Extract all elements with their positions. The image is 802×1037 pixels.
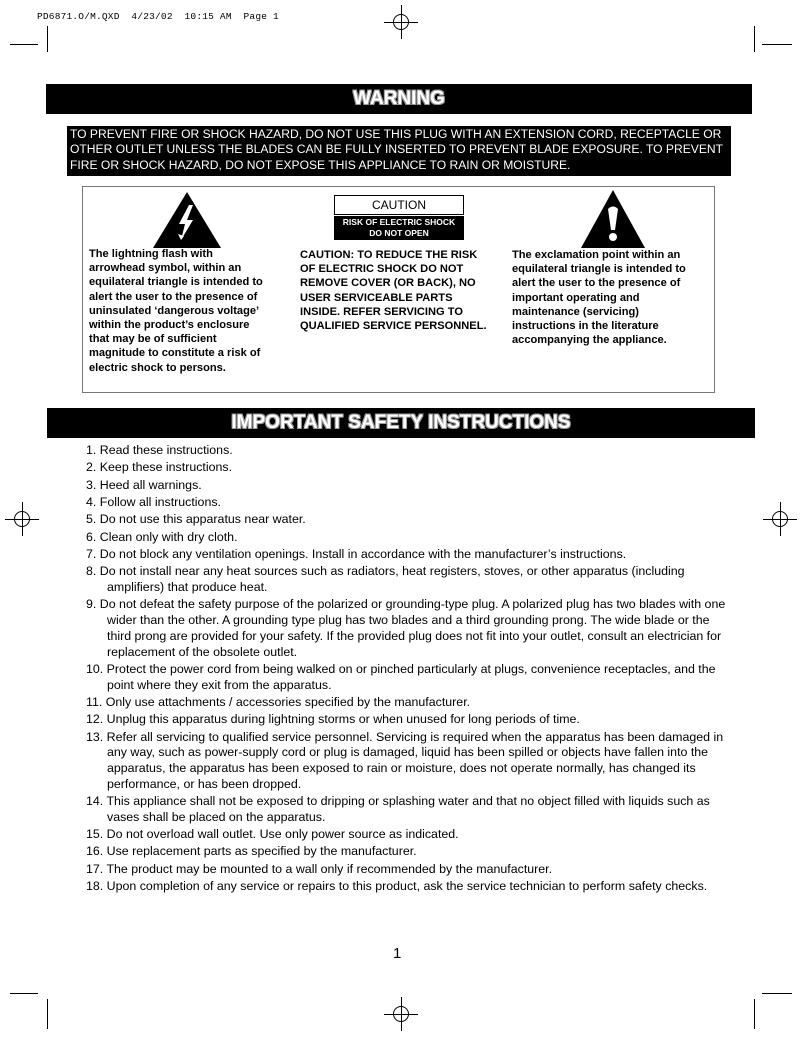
risk-line-2: DO NOT OPEN — [369, 228, 429, 238]
crop-mark — [47, 999, 48, 1029]
list-item: 8. Do not install near any heat sources such as radiators, heat registers, stoves, or other apparatus (including amplifiers) that produce heat. — [86, 564, 685, 595]
list-item: 6. Clean only with dry cloth. — [86, 529, 238, 544]
print-header: PD6871.O/M.QXD 4/23/02 10:15 AM Page 1 — [37, 11, 279, 22]
caution-description: CAUTION: TO REDUCE THE RISK OF ELECTRIC SHOCK DO NOT REMOVE COVER (OR BACK), NO USER SERVICEABLE PARTS INSIDE. REFER SERVICING TO QUALIFIED SERVICE PERSONNEL. — [300, 249, 487, 333]
risk-of-shock-label — [334, 216, 464, 240]
list-item: 5. Do not use this apparatus near water. — [86, 512, 306, 527]
safety-instructions-list — [86, 443, 726, 897]
caution-label: CAUTION — [334, 195, 464, 215]
list-item: 1. Read these instructions. — [86, 443, 233, 457]
crop-mark — [10, 44, 38, 45]
exclamation-description: The exclamation point within an equilateral triangle is intended to alert the user to the presence of important operating and maintenance (servicing) instructions in the literature accompanying the appliance. — [512, 249, 686, 347]
list-item: 18. Upon completion of any service or repairs to this product, ask the service technician to perform safety checks. — [86, 879, 708, 894]
exclamation-warning-icon — [580, 189, 646, 249]
crop-mark — [47, 26, 48, 52]
crop-mark — [762, 44, 792, 45]
list-item: 4. Follow all instructions. — [86, 495, 221, 510]
crop-mark — [762, 993, 792, 994]
list-item: 3. Heed all warnings. — [86, 477, 202, 492]
page-number: 1 — [393, 945, 402, 962]
list-item: 9. Do not defeat the safety purpose of the polarized or grounding-type plug. A polarized plug has two blades with one wider than the other. A grounding type plug has two blades and a third grounding prong. The wide blade or the third prong are provided for your safety. If the provided plug does not fit into your outlet, consult an electrician for replacement of the obsolete outlet. — [86, 597, 726, 659]
registration-mark-icon — [384, 5, 418, 39]
crop-mark — [754, 26, 755, 52]
safety-title-bar — [47, 408, 755, 438]
list-item: 15. Do not overload wall outlet. Use only power source as indicated. — [86, 827, 459, 842]
list-item: 10. Protect the power cord from being walked on or pinched particularly at plugs, convenience receptacles, and the point where they exit from the apparatus. — [86, 661, 716, 692]
list-item: 2. Keep these instructions. — [86, 460, 233, 475]
registration-mark-icon — [763, 502, 797, 536]
list-item: 7. Do not block any ventilation openings. Install in accordance with the manufacturer’s instructions. — [86, 547, 627, 562]
registration-mark-icon — [5, 502, 39, 536]
list-item: 13. Refer all servicing to qualified service personnel. Servicing is required when the apparatus has been damaged in any way, such as power-supply cord or plug is damaged, liquid has been spilled or objects have fallen into the apparatus, the apparatus has been exposed to rain or moisture, does not operate normally, has changed its performance, or has been dropped. — [86, 729, 724, 791]
list-item: 17. The product may be mounted to a wall only if recommended by the manufacturer. — [86, 861, 553, 876]
lightning-description: The lightning flash with arrowhead symbol, within an equilateral triangle is intended to alert the user to the presence of uninsulated ‘dangerous voltage’ within the product’s enclosure that may be of sufficient magnitude to constitute a risk of electric shock to persons. — [89, 248, 263, 374]
warning-text: TO PREVENT FIRE OR SHOCK HAZARD, DO NOT USE THIS PLUG WITH AN EXTENSION CORD, RECEPTACLE OR OTHER OUTLET UNLESS THE BLADES CAN BE FULLY INSERTED TO PREVENT BLADE EXPOSURE. TO PREVENT FIRE OR SHOCK HAZARD, DO NOT EXPOSE THIS APPLIANCE TO RAIN OR MOISTURE. — [67, 126, 731, 176]
list-item: 12. Unplug this apparatus during lightning storms or when unused for long periods of time. — [86, 712, 580, 727]
warning-title-bar — [46, 84, 752, 114]
warning-title: WARNING — [353, 88, 445, 109]
crop-mark — [10, 993, 38, 994]
list-item: 11. Only use attachments / accessories specified by the manufacturer. — [86, 694, 471, 709]
crop-mark — [754, 999, 755, 1029]
safety-title: IMPORTANT SAFETY INSTRUCTIONS — [231, 412, 571, 433]
list-item: 16. Use replacement parts as specified by the manufacturer. — [86, 844, 417, 859]
caution-panel — [82, 186, 715, 393]
registration-mark-icon — [384, 997, 418, 1031]
lightning-warning-icon — [152, 191, 222, 249]
list-item: 14. This appliance shall not be exposed to dripping or splashing water and that no object filled with liquids such as vases shall be placed on the apparatus. — [86, 794, 710, 824]
risk-line-1: RISK OF ELECTRIC SHOCK — [342, 217, 456, 227]
